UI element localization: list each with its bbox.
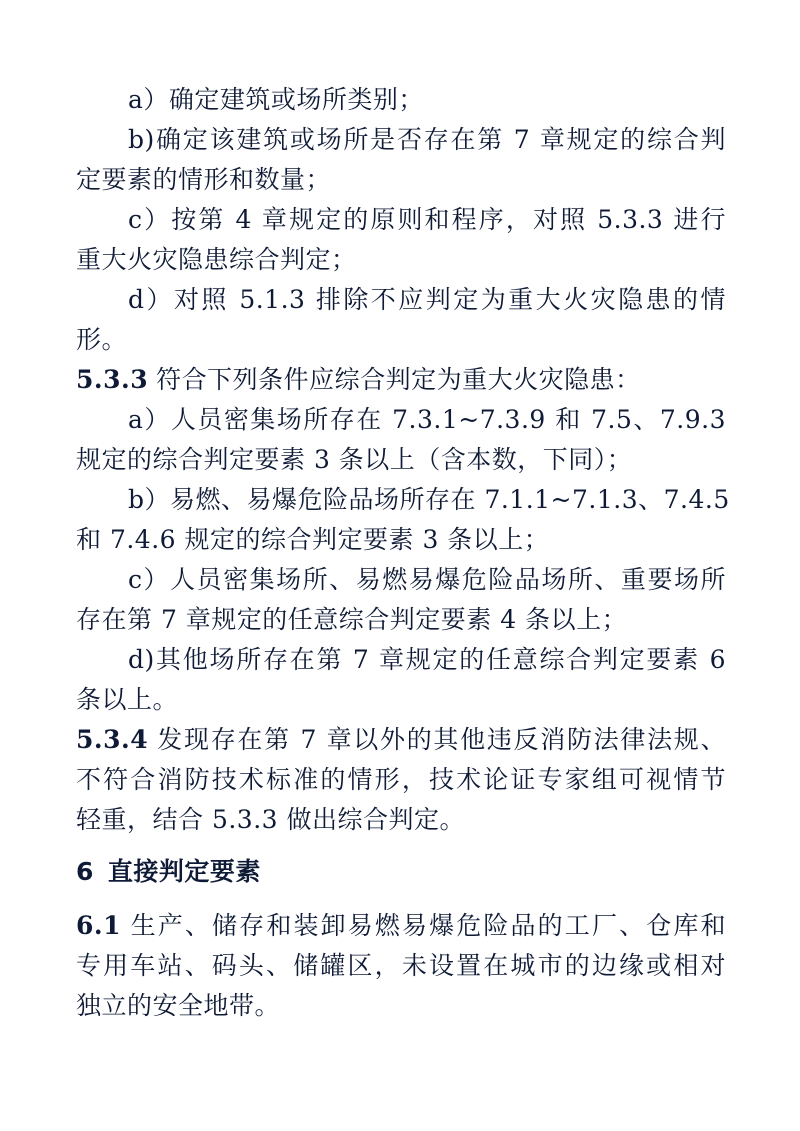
clause-text: 生产、储存和装卸易燃易爆危险品的工厂、仓库和 (129, 911, 726, 940)
clause-number: 5.3.4 (76, 725, 149, 754)
paragraph-line: 轻重，结合 5.3.3 做出综合判定。 (76, 805, 466, 834)
paragraph-line: 专用车站、码头、储罐区，未设置在城市的边缘或相对 (76, 951, 726, 980)
paragraph-line: d）对照 5.1.3 排除不应判定为重大火灾隐患的情 (128, 285, 726, 314)
clause-6-1 (76, 908, 726, 944)
section-heading-6 (76, 854, 726, 890)
paragraph-line: 规定的综合判定要素 3 条以上（含本数，下同）； (76, 445, 633, 474)
clause-number: 5.3.3 (76, 365, 149, 394)
paragraph-line: d)其他场所存在第 7 章规定的任意综合判定要素 6 (128, 645, 726, 674)
paragraph-line: a）人员密集场所存在 7.3.1~7.3.9 和 7.5、7.9.3 (128, 405, 726, 434)
paragraph-line: 不符合消防技术标准的情形，技术论证专家组可视情节 (76, 765, 726, 794)
paragraph-line: a）确定建筑或场所类别； (128, 85, 424, 114)
clause-5-3-4 (76, 722, 726, 758)
paragraph-line: b）易燃、易爆危险品场所存在 7.1.1~7.1.3、7.4.5 (128, 485, 730, 514)
paragraph-line: 条以上。 (76, 685, 179, 714)
paragraph-line: 定要素的情形和数量； (76, 165, 332, 194)
section-title: 直接判定要素 (107, 857, 261, 886)
paragraph-line: 和 7.4.6 规定的综合判定要素 3 条以上； (76, 525, 550, 554)
clause-5-3-3 (76, 362, 726, 398)
paragraph-line: 独立的安全地带。 (76, 991, 281, 1020)
paragraph-line: b)确定该建筑或场所是否存在第 7 章规定的综合判 (128, 125, 726, 154)
section-number: 6 (76, 857, 94, 886)
paragraph-line: c）按第 4 章规定的原则和程序，对照 5.3.3 进行 (128, 205, 726, 234)
paragraph-line: 存在第 7 章规定的任意综合判定要素 4 条以上； (76, 605, 628, 634)
clause-text: 发现存在第 7 章以外的其他违反消防法律法规、 (156, 725, 726, 754)
paragraph-line: c）人员密集场所、易燃易爆危险品场所、重要场所 (128, 565, 726, 594)
paragraph-line: 形。 (76, 325, 128, 354)
paragraph-line: 重大火灾隐患综合判定； (76, 245, 357, 274)
clause-text: 符合下列条件应综合判定为重大火灾隐患： (156, 365, 641, 394)
clause-number: 6.1 (76, 911, 121, 940)
